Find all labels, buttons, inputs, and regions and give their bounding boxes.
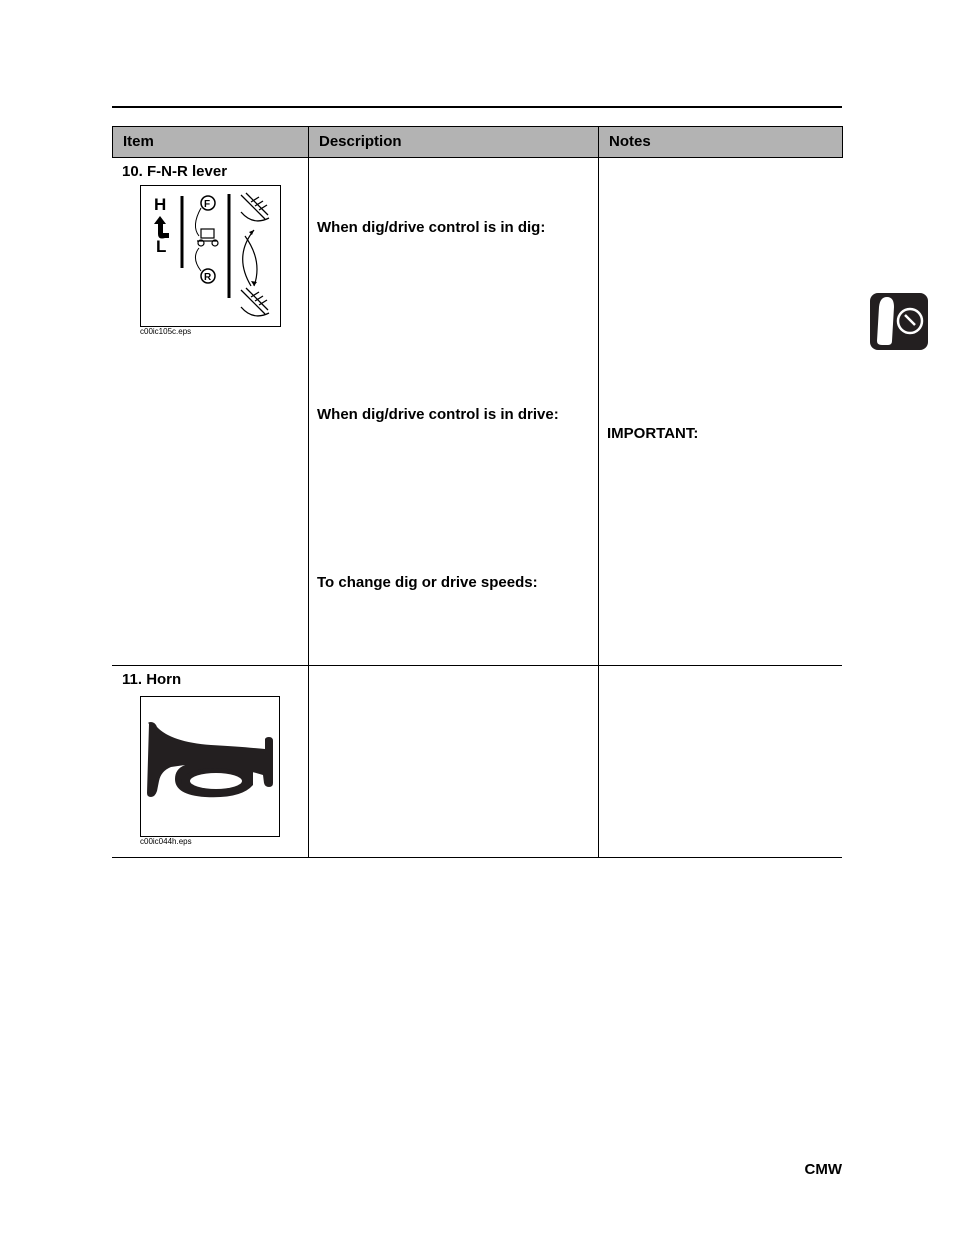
footer-code: CMW — [804, 1161, 842, 1178]
table-header — [112, 126, 843, 158]
fnr-lever-figure — [140, 185, 281, 327]
column-divider-1 — [308, 126, 309, 857]
lever-gauge-icon — [870, 293, 928, 350]
desc-dig: When dig/drive control is in dig: — [317, 219, 546, 236]
desc-drive: When dig/drive control is in drive: — [317, 406, 559, 423]
fnr-letter-f: F — [204, 199, 211, 210]
fnr-letter-h: H — [154, 195, 167, 214]
item-horn: 11. Horn — [122, 671, 182, 688]
top-rule — [112, 106, 842, 108]
fnr-letter-r: R — [204, 272, 212, 283]
column-divider-2 — [598, 126, 599, 857]
header-notes: Notes — [609, 133, 651, 150]
table-bottom-rule — [112, 857, 842, 858]
row-separator — [112, 665, 842, 666]
fnr-figure-caption: c00ic105c.eps — [140, 327, 192, 336]
item-fnr-lever: 10. F-N-R lever — [122, 163, 228, 180]
desc-change-speeds: To change dig or drive speeds: — [317, 574, 538, 591]
horn-figure-caption: c00ic044h.eps — [140, 837, 192, 846]
header-description: Description — [319, 133, 402, 150]
header-item: Item — [123, 133, 154, 150]
note-important: IMPORTANT: — [607, 425, 699, 442]
fnr-lever-diagram-icon — [141, 186, 280, 326]
horn-figure — [140, 696, 280, 837]
horn-icon — [141, 697, 279, 836]
fnr-letter-l: L — [156, 237, 167, 256]
